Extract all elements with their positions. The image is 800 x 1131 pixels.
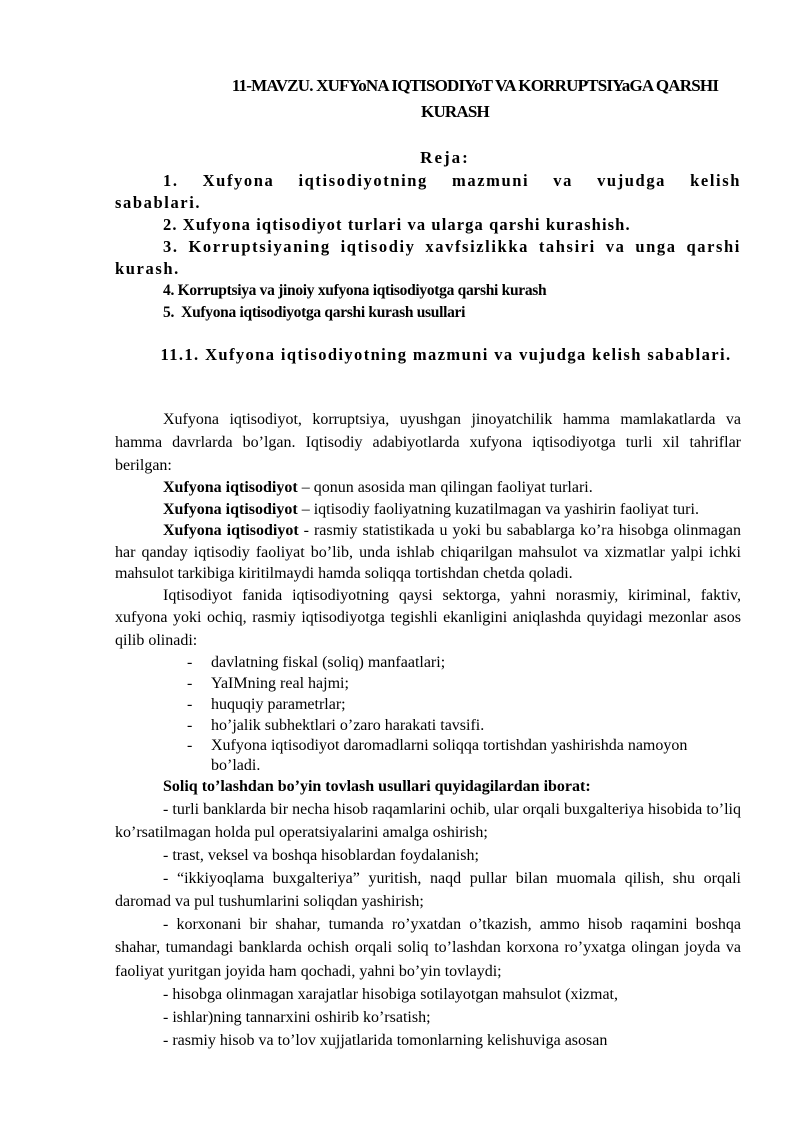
method-7: - rasmiy hisob va to’lov xujjatlarida tomonlarning kelishuviga asosan <box>163 1032 608 1049</box>
method-2: - trast, veksel va boshqa hisoblardan foydalanish; <box>163 846 479 864</box>
method-5: - hisobga olinmagan xarajatlar hisobiga sotilayotgan mahsulot (xizmat, <box>163 986 618 1003</box>
method-1: - turli banklarda bir necha hisob raqamlarini ochib, ular orqali buxgalteriya hisobida to’liq ko’rsatilmagan holda pul operatsiyalarini amalga oshirish; <box>115 800 741 841</box>
title-line-2: KURASH <box>421 102 489 121</box>
definition-term: Xufyona iqtisodiyot <box>163 522 299 539</box>
definition-text: – qonun asosida man qilingan faoliyat turlari. <box>297 479 593 496</box>
list-item: - YaIMning real hajmi; <box>187 675 349 692</box>
definition-term: Xufyona iqtisodiyot <box>163 479 298 496</box>
body-text <box>115 408 741 1052</box>
criteria-list <box>115 652 741 776</box>
intro-paragraph: Xufyona iqtisodiyot, korruptsiya, uyushgan jinoyatchilik hamma mamlakatlarda va hamma davrlarda bo’lgan. Iqtisodiy adabiyotlarda xufyona iqtisodiyotga turli xil tahriflar berilgan: <box>115 411 741 474</box>
title-line-1: 11-MAVZU. XUFYoNA IQTISODIYoT VA KORRUPTSIYaGA QARSHI <box>231 76 719 95</box>
method-4: - korxonani bir shahar, tumanda ro’yxatdan o’tkazish, ammo hisob raqamini boshqa shahar, tumandagi banklarda ochish orqali soliq to’lashdan korxona ro’yxatga olingan joyda va faoliyat yuritgan joyida ham qochadi, yahni bo’yin tovlaydi; <box>115 915 741 980</box>
method-3: - “ikkiyoqlama buxgalteriya” yuritish, naqd pullar bilan muomala qilish, shu orqali daromad va pul tushumlarini soliqdan yashirish; <box>115 869 741 910</box>
definition-text: - rasmiy statistikada u yoki bu sabablarga ko’ra hisobga olinmagan har qanday iqtisodiy faoliyat bo’lib, unda ishlab chiqarilgan mahsulot va xizmatlar yalpi ichki mahsulot tarkibiga kiritilmaydi hamda soliqqa tortishdan chetda qoladi. <box>115 522 741 582</box>
plan-item-5: 5. Xufyona iqtisodiyotga qarshi kurash usullari <box>163 304 466 321</box>
criteria-intro: Iqtisodiyot fanida iqtisodiyotning qaysi sektorga, yahni norasmiy, kiriminal, faktiv, xufyona yoki ochiq, rasmiy iqtisodiyotga tegishli ekanligini aniqlashda quyidagi mezonlar asos qilib olinadi: <box>115 586 741 649</box>
plan-heading: Reja: <box>420 148 470 167</box>
plan-item-3: 3. Korruptsiyaning iqtisodiy xavfsizlikka tahsiri va unga qarshi kurash. <box>115 237 741 278</box>
section-subheading: 11.1. Xufyona iqtisodiyotning mazmuni va vujudga kelish sabablari. <box>160 345 732 364</box>
plan-item-1: 1. Xufyona iqtisodiyotning mazmuni va vujudga kelish sabablari. <box>115 171 741 212</box>
definition-1 <box>115 477 741 499</box>
methods-heading: Soliq to’lashdan bo’yin tovlash usullari quyidagilardan iborat: <box>163 778 591 795</box>
list-item: - davlatning fiskal (soliq) manfaatlari; <box>187 654 446 671</box>
list-item: - huquqiy parametrlar; <box>187 696 346 713</box>
definition-3 <box>115 520 741 585</box>
definition-term: Xufyona iqtisodiyot <box>163 500 298 518</box>
document-title <box>115 73 795 125</box>
plan-item-4: 4. Korruptsiya va jinoiy xufyona iqtisodiyotga qarshi kurash <box>163 282 547 299</box>
plan-item-2: 2. Xufyona iqtisodiyot turlari va ularga qarshi kurashish. <box>163 215 631 234</box>
definition-2 <box>115 499 741 521</box>
definition-text: – iqtisodiy faoliyatning kuzatilmagan va yashirin faoliyat turi. <box>297 500 699 518</box>
method-6: - ishlar)ning tannarxini oshirib ko’rsatish; <box>163 1009 431 1026</box>
list-item: - Xufyona iqtisodiyot daromadlarni soliqqa tortishdan yashirishda namoyon bo’ladi. <box>187 737 688 774</box>
list-item: - ho’jalik subhektlari o’zaro harakati tavsifi. <box>187 717 485 734</box>
